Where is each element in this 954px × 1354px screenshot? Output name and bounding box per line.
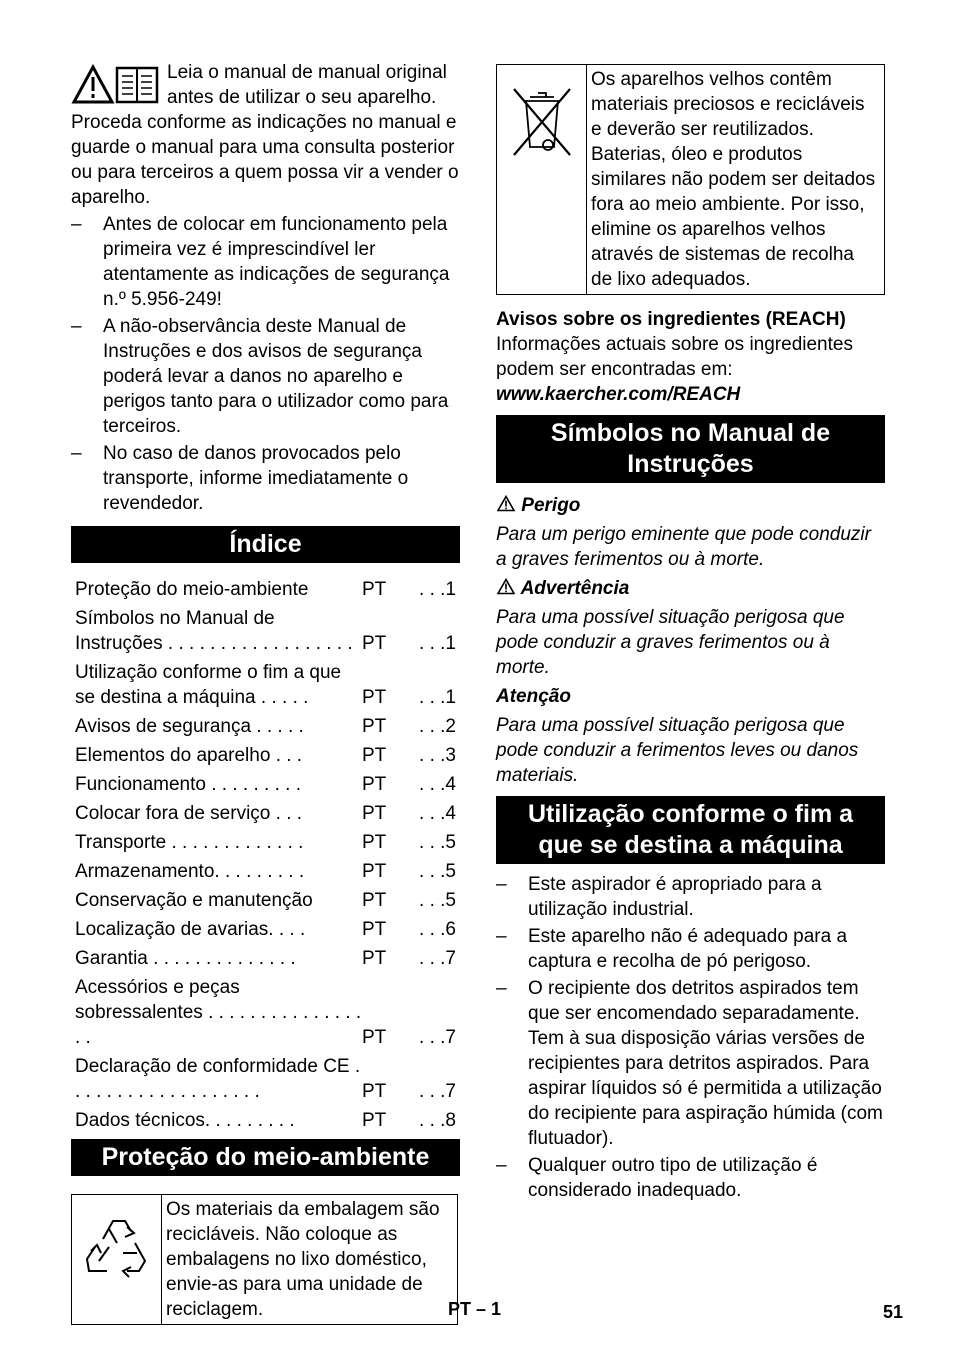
crossed-bin-icon [510,83,574,166]
old-devices-text: Os aparelhos velhos contêm materiais preciosos e recicláveis e deverão ser reutilizados. Baterias, óleo e produtos similares não podem ser deitados fora ao meio ambiente. Por isso, elimine os aparelhos velhos através de sistemas de recolha de lixo adequados. [591,69,876,290]
symbols-list [496,493,885,788]
footer-page-number: 51 [883,1302,904,1322]
intro-section [71,60,460,516]
symbol-text-warning: Para uma possível situação perigosa que pode conduzir a graves ferimentos ou à morte. [496,607,845,678]
toc-row[interactable]: Armazenamento. . . . . . . . . PT . . .5 [75,861,456,882]
toc-row[interactable]: Localização de avarias. . . . PT . . .6 [75,919,456,940]
symbol-label-danger: Perigo [496,493,885,518]
usage-list [496,872,885,1203]
toc-row[interactable]: Funcionamento . . . . . . . . . PT . . .4 [75,774,456,795]
list-item: – No caso de danos provocados pelo transporte, informe imediatamente o revendedor. [71,441,460,516]
list-item: – Este aparelho não é adequado para a captura e recolha de pó perigoso. [496,924,885,974]
list-item: – Qualquer outro tipo de utilização é considerado inadequado. [496,1153,885,1203]
warning-triangle-icon [496,578,521,599]
reach-heading: Avisos sobre os ingredientes (REACH) [496,309,846,330]
list-item: – Antes de colocar em funcionamento pela primeira vez é imprescindível ler atentamente as indicações de segurança n.º 5.956-249! [71,212,460,312]
usage-heading: Utilização conforme o fim a que se destina a máquina [496,796,885,864]
packaging-text: Os materiais da embalagem são recicláveis. Não coloque as embalagens no lixo doméstico, envie-as para uma unidade de reciclagem. [166,1199,440,1320]
table-of-contents [71,575,460,1135]
toc-row[interactable]: Dados técnicos. . . . . . . . . PT . . .8 [75,1110,456,1131]
toc-row[interactable]: Utilização conforme o fim a que se destina a máquina . . . . . PT . . .1 [75,662,456,708]
toc-row[interactable]: Avisos de segurança . . . . . PT . . .2 [75,716,456,737]
toc-row[interactable]: Proteção do meio-ambiente PT . . .1 [75,579,456,600]
list-item: – Este aspirador é apropriado para a utilização industrial. [496,872,885,922]
toc-row[interactable]: Acessórios e peças sobressalentes . . . . . . . . . . . . . . . . . PT . . .7 [75,977,456,1048]
toc-row[interactable]: Transporte . . . . . . . . . . . . . PT . . .5 [75,832,456,853]
toc-row[interactable]: Colocar fora de serviço . . . PT . . .4 [75,803,456,824]
recycle-icon [79,1209,155,1292]
warning-triangle-icon [496,495,521,516]
symbol-text-caution: Para uma possível situação perigosa que pode conduzir a ferimentos leves ou danos materiais. [496,715,859,786]
bin-icon-cell [497,65,587,294]
symbol-text-danger: Para um perigo eminente que pode conduzir a graves ferimentos ou à morte. [496,524,871,570]
recycle-icon-cell [72,1195,162,1324]
intro-list [71,212,460,516]
right-column [496,64,885,1203]
toc-row[interactable]: Conservação e manutenção PT . . .5 [75,890,456,911]
reach-text: Informações actuais sobre os ingredientes podem ser encontradas em: [496,334,853,380]
list-item: – O recipiente dos detritos aspirados tem que ser encomendado separadamente. Tem à sua disposição várias versões de recipientes para detritos aspirados. Para aspirar líquidos só é permitida a utilização do recipiente para aspiração húmida (com flutuador). [496,976,885,1151]
symbols-heading: Símbolos no Manual de Instruções [496,415,885,483]
index-heading: Índice [71,526,460,563]
intro-text: Leia o manual de manual original antes de utilizar o seu aparelho. Proceda conforme as indicações no manual e guarde o manual para uma consulta posterior ou para terceiros a quem possa vir a vender o aparelho. [71,62,459,208]
symbol-label-warning: Advertência [496,576,885,601]
toc-row[interactable]: Declaração de conformidade CE . . . . . . . . . . . . . . . . . . . PT . . .7 [75,1056,456,1102]
warning-manual-icon [71,62,161,110]
toc-row[interactable]: Símbolos no Manual de Instruções . . . . . . . . . . . . . . . . . . PT . . .1 [75,608,456,654]
symbol-label-caution: Atenção [496,686,571,707]
toc-row[interactable]: Elementos do aparelho . . . PT . . .3 [75,745,456,766]
left-column [71,60,460,1325]
reach-link[interactable]: www.kaercher.com/REACH [496,384,741,405]
old-devices-box [496,64,885,295]
list-item: – A não-observância deste Manual de Instruções e dos avisos de segurança poderá levar a danos no aparelho e perigos tanto para o utilizador como para terceiros. [71,314,460,439]
packaging-box [71,1194,458,1325]
environment-heading: Proteção do meio-ambiente [71,1139,460,1176]
footer-page-label: PT – 1 [448,1299,502,1319]
toc-row[interactable]: Garantia . . . . . . . . . . . . . . PT . . .7 [75,948,456,969]
